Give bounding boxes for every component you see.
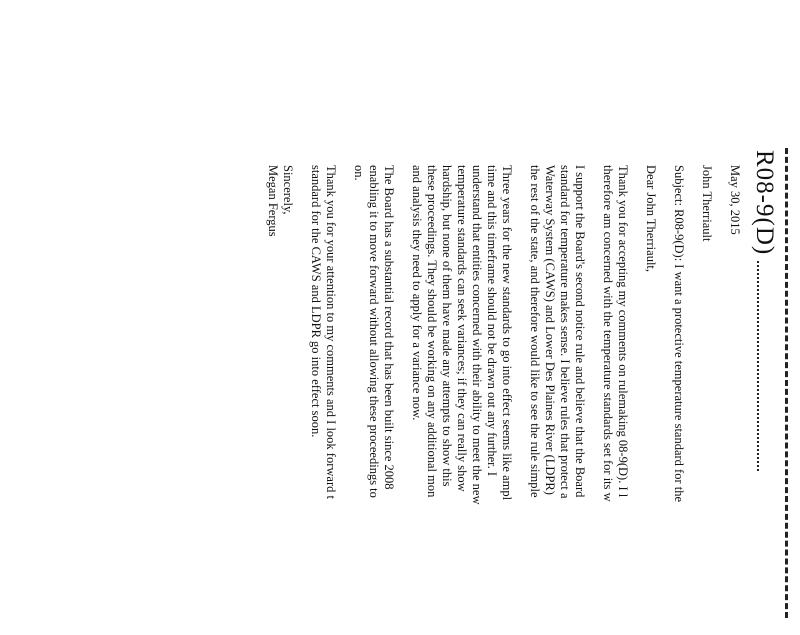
case-id: R08-9(D) [751, 150, 778, 256]
letter-subject: Subject: R08-9(D): I want a protective temperature standard for the [672, 165, 686, 503]
letter-paragraph-3: Three years for the new standards to go into effect seems like ampl time and this timeframe should not be drawn out any further. I understand that entities concerned with their ability to meet the new temperature standards can seek variances; if they can really show hardship, but none of them have made any attempts to show this these proceedings. They should be working on any additional mon and analysis they need to apply for a variance now. [410, 165, 514, 505]
header-rule [785, 148, 788, 618]
letter-recipient: John Therriault [700, 165, 714, 242]
letter-closing: Sincerely, [281, 165, 295, 215]
letter-body [252, 165, 742, 635]
letter-paragraph-4: The Board has a substantial record that has been built since 2008 enabling it to move forward without allowing these proceedings to on. [352, 165, 396, 498]
letter-paragraph-5: Thank you for your attention to my comments and I look forward t standard for the CAWS and LDPR go into effect soon. [309, 165, 338, 499]
letter-signature: Megan Fergus [266, 165, 280, 237]
letter-paragraph-1: Thank you for accepting my comments on rulemaking 08-9(D). I l therefore am concerned with the temperature standards set for its w [601, 165, 630, 502]
dotted-leader [757, 261, 759, 471]
letter-date: May 30, 2015 [728, 165, 742, 235]
letter-paragraph-2: I support the Board's second notice rule and believe that the Board standard for temperature makes sense. I believe rules that protect a Waterway System (CAWS) and Lower Des Plaines River (LDPR) the rest of the state, and therefore would like to see the rule simple [528, 165, 587, 499]
letter-salutation: Dear John Therriault, [644, 165, 658, 273]
case-id-header [750, 150, 778, 471]
